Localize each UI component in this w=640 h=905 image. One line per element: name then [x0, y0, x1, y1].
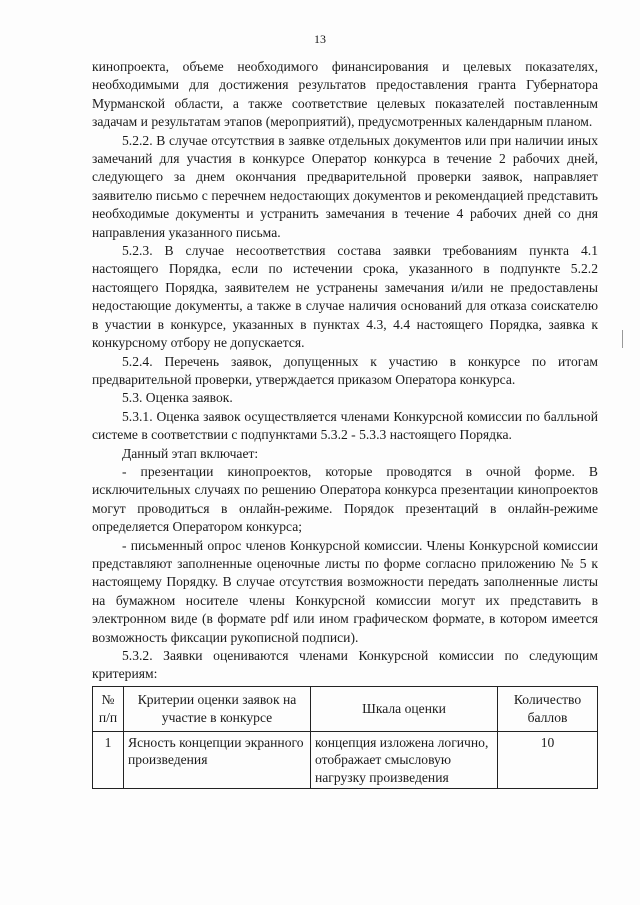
paragraph: 5.2.4. Перечень заявок, допущенных к участию в конкурсе по итогам предварительной проверки, утверждается приказом Оператора конкурса. [92, 353, 598, 387]
paragraph: кинопроекта, объеме необходимого финансирования и целевых показателях, необходимыми для достижения результатов предоставления гранта Губернатора Мурманской области, а также соответствие целевых показателей поставленным задачам и результатам этапов (мероприятий), предусмотренных календарным планом. [92, 59, 598, 130]
paragraph: Данный этап включает: [122, 445, 259, 461]
row-number: 1 [93, 731, 124, 789]
paragraph: 5.3. Оценка заявок. [122, 390, 233, 406]
table-header-row [93, 686, 598, 731]
paragraph: 5.2.3. В случае несоответствия состава заявки требованиям пункта 4.1 настоящего Порядка, если по истечении срока, указанного в подпункте 5.2.2 настоящего Порядка, заявителем не устранены замечания и/или не предоставлены недостающие документы, а также в случае наличия оснований для отказа соискателю в участии в конкурсе, указанных в пунктах 4.3, 4.4 настоящего Порядка, заявка к конкурсному отбору не допускается. [92, 243, 598, 351]
scan-edge-mark [622, 330, 627, 348]
document-body [92, 58, 598, 789]
table-row [93, 731, 598, 789]
criteria-table [92, 686, 598, 790]
row-criteria: Ясность концепции экранного произведения [124, 731, 311, 789]
header-scale: Шкала оценки [311, 686, 498, 731]
header-criteria: Критерии оценки заявок на участие в конкурсе [124, 686, 311, 731]
paragraph: - письменный опрос членов Конкурсной комиссии. Члены Конкурсной комиссии представляют заполненные оценочные листы по форме согласно приложению № 5 к настоящему Порядку. В случае отсутствия возможности передать заполненные листы на бумажном носителе члены Конкурсной комиссии могут их представить в электронном виде (в формате pdf или ином графическом формате, в котором имеется возможность фиксации рукописной подписи). [92, 537, 598, 645]
row-scale: концепция изложена логично, отображает смысловую нагрузку произведения [311, 731, 498, 789]
header-points: Количество баллов [498, 686, 598, 731]
header-number: № п/п [93, 686, 124, 731]
paragraph: - презентации кинопроектов, которые проводятся в очной форме. В исключительных случаях по решению Оператора конкурса презентации кинопроектов могут проводиться в онлайн-режиме. Порядок презентаций в онлайн-режиме определяется Оператором конкурса; [92, 463, 598, 535]
paragraph: 5.3.1. Оценка заявок осуществляется членами Конкурсной комиссии по балльной системе в соответствии с подпунктами 5.3.2 - 5.3.3 настоящего Порядка. [92, 408, 598, 443]
paragraph-list [92, 58, 598, 684]
paragraph: 5.3.2. Заявки оцениваются членами Конкурсной комиссии по следующим критериям: [92, 648, 598, 682]
page-number: 13 [314, 32, 326, 46]
paragraph: 5.2.2. В случае отсутствия в заявке отдельных документов или при наличии иных замечаний для участия в конкурсе Оператор конкурса в течение 2 рабочих дней, следующего за днем окончания предварительной проверки заявок, направляет заявителю письмо с перечнем недостающих документов и рекомендацией представить необходимые документы и устранить замечания в течение 4 рабочих дней со дня направления указанного письма. [92, 132, 598, 240]
row-points: 10 [498, 731, 598, 789]
